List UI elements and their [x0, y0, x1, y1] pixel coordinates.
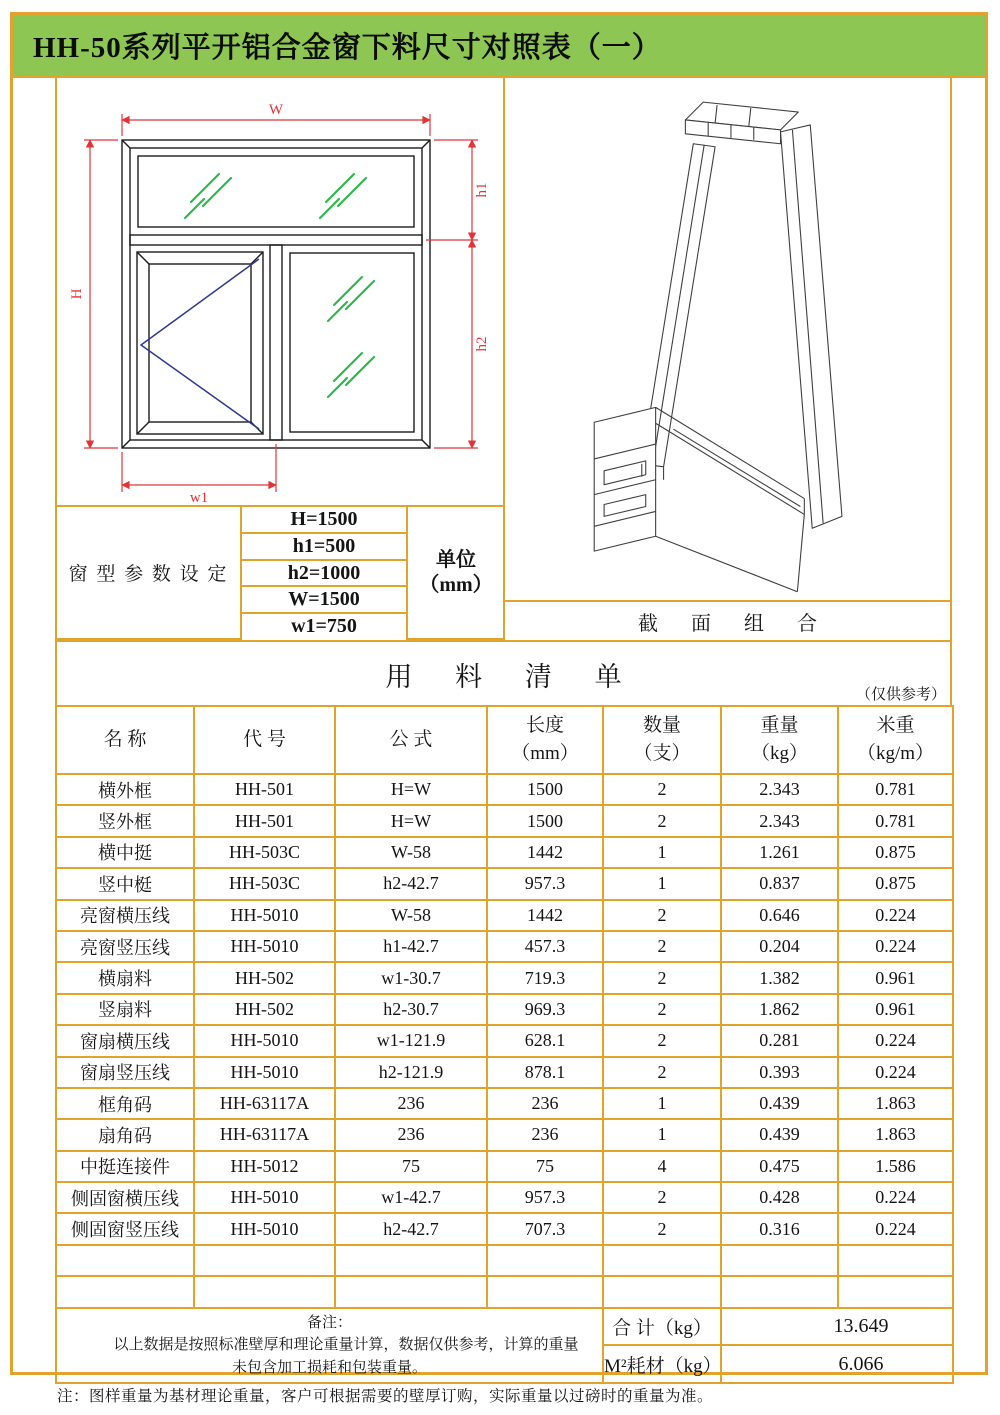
table-cell: HH-63117A	[194, 1119, 335, 1150]
table-row	[56, 1057, 953, 1088]
table-cell: 1500	[487, 805, 603, 836]
table-row	[56, 1025, 953, 1056]
table-cell: w1-121.9	[335, 1025, 487, 1056]
table-row	[56, 1182, 953, 1213]
table-cell: 横扇料	[56, 962, 194, 993]
table-cell	[838, 1245, 953, 1276]
table-cell	[56, 1245, 194, 1276]
total-weight-value: 13.649	[721, 1308, 953, 1346]
table-cell: 236	[487, 1119, 603, 1150]
table-cell: w1-42.7	[335, 1182, 487, 1213]
table-cell: 2.343	[721, 805, 838, 836]
table-cell: 957.3	[487, 1182, 603, 1213]
table-cell: 框角码	[56, 1088, 194, 1119]
table-cell: 969.3	[487, 994, 603, 1025]
table-cell: H=W	[335, 774, 487, 805]
materials-table-header	[56, 706, 953, 774]
table-cell: 1.261	[721, 837, 838, 868]
table-cell: 0.224	[838, 900, 953, 931]
table-cell: HH-501	[194, 774, 335, 805]
table-cell: 0.875	[838, 868, 953, 899]
table-cell	[603, 1245, 721, 1276]
table-cell: HH-5010	[194, 1025, 335, 1056]
table-cell: HH-501	[194, 805, 335, 836]
table-cell: 4	[603, 1151, 721, 1182]
table-row	[56, 994, 953, 1025]
col-header-code: 代 号	[194, 706, 335, 774]
table-cell: 457.3	[487, 931, 603, 962]
title-banner	[10, 12, 988, 78]
table-cell: 0.428	[721, 1182, 838, 1213]
table-cell: 亮窗横压线	[56, 900, 194, 931]
col-header-qty: 数量 （支）	[603, 706, 721, 774]
table-cell: 1442	[487, 837, 603, 868]
glass-hatch-marks	[185, 174, 374, 397]
col-header-weight: 重量 （kg）	[721, 706, 838, 774]
table-cell: 窗扇横压线	[56, 1025, 194, 1056]
dim-label-w: W	[268, 102, 284, 118]
remark-cell	[56, 1308, 603, 1384]
table-cell: h1-42.7	[335, 931, 487, 962]
params-label-cell: 窗 型 参 数 设 定	[56, 506, 241, 639]
table-cell	[335, 1276, 487, 1307]
table-cell: 侧固窗横压线	[56, 1182, 194, 1213]
cross-section-panel	[503, 78, 952, 640]
table-cell: 0.393	[721, 1057, 838, 1088]
table-cell: 0.224	[838, 1057, 953, 1088]
table-row	[56, 1213, 953, 1244]
table-cell: 0.224	[838, 1182, 953, 1213]
table-cell: 707.3	[487, 1213, 603, 1244]
table-cell: h2-42.7	[335, 1213, 487, 1244]
table-cell: 横中挺	[56, 837, 194, 868]
table-cell: 2	[603, 1057, 721, 1088]
table-cell: 2	[603, 1025, 721, 1056]
table-cell	[487, 1276, 603, 1307]
col-header-meter-weight: 米重 （kg/m）	[838, 706, 953, 774]
dim-label-h1: h1	[474, 182, 490, 198]
table-cell: 0.837	[721, 868, 838, 899]
table-cell: 75	[335, 1151, 487, 1182]
table-cell: 0.646	[721, 900, 838, 931]
table-row	[56, 774, 953, 805]
dim-label-w1: w1	[189, 490, 209, 505]
unit-line2: （mm）	[419, 573, 493, 596]
table-cell: 2	[603, 994, 721, 1025]
param-w1: w1=750	[241, 613, 407, 639]
table-cell: 2.343	[721, 774, 838, 805]
window-diagram-panel	[55, 78, 503, 505]
table-cell: 236	[487, 1088, 603, 1119]
table-cell: 1.862	[721, 994, 838, 1025]
table-cell: 1.382	[721, 962, 838, 993]
window-elevation-drawing	[57, 78, 505, 505]
table-cell: 0.961	[838, 994, 953, 1025]
table-cell	[721, 1245, 838, 1276]
table-cell: 0.281	[721, 1025, 838, 1056]
table-cell	[487, 1245, 603, 1276]
table-cell: 1	[603, 837, 721, 868]
table-cell: 1.863	[838, 1119, 953, 1150]
table-cell: W-58	[335, 837, 487, 868]
table-cell: 2	[603, 962, 721, 993]
window-frame-lines	[122, 140, 430, 448]
table-cell: 1.586	[838, 1151, 953, 1182]
total-weight-label: 合 计（kg）	[603, 1308, 721, 1346]
table-cell	[56, 1276, 194, 1307]
table-cell: H=W	[335, 805, 487, 836]
table-cell: 2	[603, 774, 721, 805]
dim-label-h: H	[69, 288, 85, 300]
table-cell	[194, 1276, 335, 1307]
table-cell: 0.316	[721, 1213, 838, 1244]
table-cell: 扇角码	[56, 1119, 194, 1150]
table-row	[56, 962, 953, 993]
table-cell: HH-5010	[194, 1213, 335, 1244]
table-cell: 0.781	[838, 805, 953, 836]
params-unit-cell	[407, 506, 504, 639]
table-row	[56, 1245, 953, 1276]
bottom-note: 注：图样重量为基材理论重量，客户可根据需要的壁厚订购，实际重量以过磅时的重量为准。	[57, 1388, 714, 1405]
per-sqm-value: 6.066	[721, 1345, 953, 1383]
table-cell: 719.3	[487, 962, 603, 993]
param-H: H=1500	[241, 506, 407, 533]
col-header-name: 名 称	[56, 706, 194, 774]
materials-table	[55, 705, 954, 1384]
table-cell: 1	[603, 868, 721, 899]
table-row	[56, 900, 953, 931]
materials-table-body	[56, 774, 953, 1308]
col-header-formula: 公 式	[335, 706, 487, 774]
table-cell: 2	[603, 1182, 721, 1213]
table-cell: 0.475	[721, 1151, 838, 1182]
dimension-lines	[84, 114, 478, 492]
table-row	[56, 868, 953, 899]
table-cell	[335, 1245, 487, 1276]
table-cell: HH-5010	[194, 900, 335, 931]
table-cell: HH-5010	[194, 931, 335, 962]
remark-line2: 未包含加工损耗和包装重量。	[231, 1359, 427, 1376]
table-cell: 236	[335, 1119, 487, 1150]
table-cell: 2	[603, 931, 721, 962]
param-h1: h1=500	[241, 533, 407, 560]
unit-line1: 单位	[436, 548, 476, 571]
table-cell: 1.863	[838, 1088, 953, 1119]
table-cell: 0.439	[721, 1088, 838, 1119]
table-cell: 0.781	[838, 774, 953, 805]
table-row	[56, 1088, 953, 1119]
table-cell: 0.961	[838, 962, 953, 993]
table-row	[56, 1151, 953, 1182]
remark-title: 备注：	[306, 1314, 352, 1331]
table-cell: 628.1	[487, 1025, 603, 1056]
table-cell: HH-502	[194, 962, 335, 993]
table-cell: 236	[335, 1088, 487, 1119]
table-cell: 1500	[487, 774, 603, 805]
table-cell: 1442	[487, 900, 603, 931]
sash-opening-lines	[141, 259, 259, 429]
per-sqm-label: M²耗材（kg）	[603, 1345, 721, 1383]
table-cell	[838, 1276, 953, 1307]
table-row	[56, 1276, 953, 1307]
table-cell: w1-30.7	[335, 962, 487, 993]
reference-note: （仅供参考）	[855, 687, 946, 703]
table-cell: HH-5012	[194, 1151, 335, 1182]
page-title: HH-50系列平开铝合金窗下料尺寸对照表（一）	[33, 31, 662, 64]
table-cell: 0.224	[838, 1025, 953, 1056]
table-cell: 中挺连接件	[56, 1151, 194, 1182]
table-cell: 1	[603, 1119, 721, 1150]
cross-section-drawing	[505, 78, 950, 600]
col-header-length: 长度 （mm）	[487, 706, 603, 774]
table-cell: 侧固窗竖压线	[56, 1213, 194, 1244]
table-cell: h2-121.9	[335, 1057, 487, 1088]
table-cell: 0.439	[721, 1119, 838, 1150]
table-cell: 竖扇料	[56, 994, 194, 1025]
table-cell: 957.3	[487, 868, 603, 899]
table-cell: HH-503C	[194, 868, 335, 899]
table-cell	[603, 1276, 721, 1307]
table-cell	[721, 1276, 838, 1307]
section-label: 截 面 组 合	[505, 600, 950, 640]
table-cell: 窗扇竖压线	[56, 1057, 194, 1088]
table-cell: HH-503C	[194, 837, 335, 868]
table-cell: 0.875	[838, 837, 953, 868]
table-cell	[194, 1245, 335, 1276]
table-cell: 0.224	[838, 1213, 953, 1244]
materials-title: 用 料 清 单	[385, 662, 640, 692]
table-cell: W-58	[335, 900, 487, 931]
table-cell: 2	[603, 1213, 721, 1244]
table-cell: 0.204	[721, 931, 838, 962]
table-cell: 竖中梃	[56, 868, 194, 899]
materials-title-band	[55, 640, 952, 705]
table-cell: HH-5010	[194, 1057, 335, 1088]
table-cell: HH-63117A	[194, 1088, 335, 1119]
table-cell: h2-42.7	[335, 868, 487, 899]
table-row	[56, 1119, 953, 1150]
table-cell: 竖外框	[56, 805, 194, 836]
table-row	[56, 805, 953, 836]
param-h2: h2=1000	[241, 560, 407, 587]
materials-table-footer	[56, 1308, 953, 1384]
table-cell: 878.1	[487, 1057, 603, 1088]
window-params-table	[55, 505, 504, 640]
remark-line1: 以上数据是按照标准壁厚和理论重量计算，数据仅供参考，计算的重量	[113, 1337, 579, 1354]
dim-label-h2: h2	[474, 336, 490, 352]
table-cell: 2	[603, 900, 721, 931]
table-cell: h2-30.7	[335, 994, 487, 1025]
table-row	[56, 931, 953, 962]
table-cell: 75	[487, 1151, 603, 1182]
table-cell: HH-502	[194, 994, 335, 1025]
table-cell: 1	[603, 1088, 721, 1119]
table-cell: 2	[603, 805, 721, 836]
table-cell: HH-5010	[194, 1182, 335, 1213]
table-cell: 0.224	[838, 931, 953, 962]
table-cell: 横外框	[56, 774, 194, 805]
param-W: W=1500	[241, 586, 407, 613]
table-row	[56, 837, 953, 868]
table-cell: 亮窗竖压线	[56, 931, 194, 962]
